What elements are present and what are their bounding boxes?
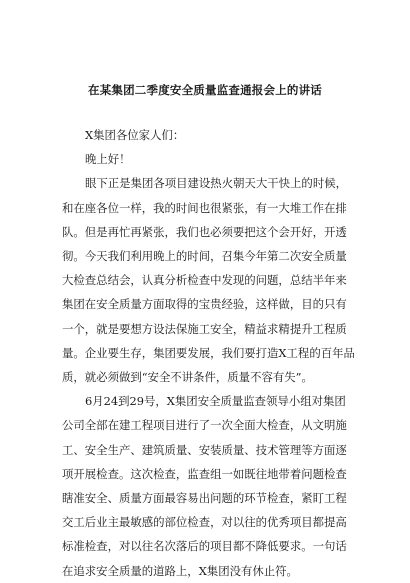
paragraph-1-line: 质，就必须做到“安全不讲条件，质量不容有失”。 <box>62 370 313 385</box>
paragraph-2-line: 6月24到29号，X集团安全质量监查领导小组对集团 <box>85 394 346 409</box>
paragraph-2-line: 公司全部在建工程项目进行了一次全面大检查，从文明施 <box>62 418 347 433</box>
paragraph-2-line: 项开展检查。这次检查，监查组一如既往地带着问题检查 <box>62 466 347 481</box>
paragraph-2-line: 工、安全生产、建筑质量、安装质量、技术管理等方面逐 <box>62 442 347 457</box>
paragraph-2-line: 在追求安全质量的道路上，X集团没有休止符。 <box>62 563 298 578</box>
paragraph-2-line: 交工后业主最敏感的部位检查，对以往的优秀项目都提高 <box>62 515 347 530</box>
paragraph-2-line: 瞎准安全、质量方面最容易出问题的环节检查，紧盯工程 <box>62 491 347 506</box>
document-body <box>62 123 358 583</box>
paragraph-1-line: 一个，就是要想方设法保施工安全，精益求精提升工程质 <box>62 321 347 336</box>
salutation: X集团各位家人们： <box>85 128 185 142</box>
paragraph-2-line: 标准检查，对以往名次落后的项目都不降低要求。一句话 <box>62 539 347 554</box>
paragraph-1-line: 队。但是再忙再紧张，我们也必须要把这个会开好，开透 <box>62 224 347 239</box>
paragraph-1-line: 集团在安全质量方面取得的宝贵经验，这样做，目的只有 <box>62 297 347 312</box>
paragraph-1-line: 大检查总结会，认真分析检查中发现的问题，总结半年来 <box>62 273 347 288</box>
document-title: 在某集团二季度安全质量监查通报会上的讲话 <box>88 83 322 97</box>
paragraph-1-line: 眼下正是集团各项目建设热火朝天大干快上的时候， <box>85 176 347 191</box>
paragraph-1-line: 彻。今天我们利用晚上的时间，召集今年第二次安全质量 <box>62 249 347 264</box>
paragraph-1-line: 和在座各位一样，我的时间也很紧张，有一大堆工作在排 <box>62 200 347 215</box>
greeting: 晚上好！ <box>85 152 131 167</box>
paragraph-1-line: 量。企业要生存，集团要发展，我们要打造X工程的百年品 <box>62 345 355 360</box>
